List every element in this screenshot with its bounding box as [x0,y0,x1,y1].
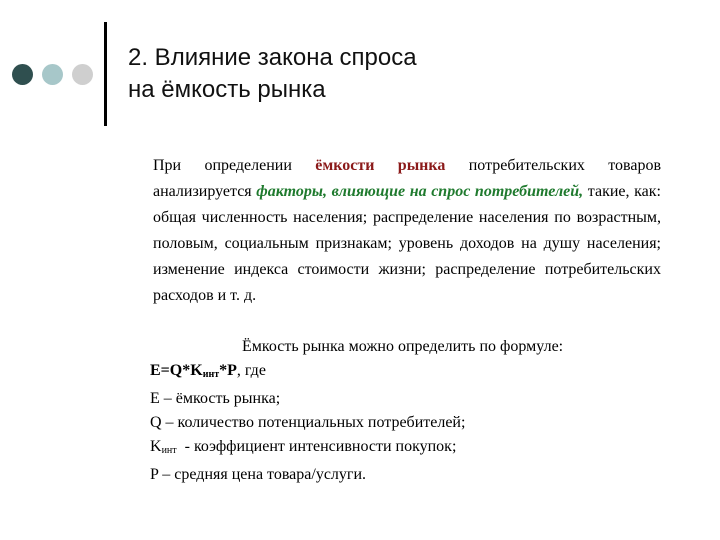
definition-k [150,435,662,463]
formula-subscript: инт [202,369,220,380]
para-text-3: такие, как: общая численность населения; распределение населения по возрастным, половым, социальным признакам; уровень доходов на душу населения; изменение индекса стоимости жизни; распределение потребительских расходов и т. д. [153,183,661,304]
k-symbol: K [150,438,162,455]
dot-gray [72,64,93,85]
k-subscript: инт [161,445,177,456]
dot-dark [12,64,33,85]
slide-title [128,42,417,106]
definition-q: Q – количество потенциальных потребителей; [150,414,466,431]
formula-line [150,359,662,387]
market-capacity-term: ёмкости рынка [315,157,446,174]
market-capacity-paragraph [153,153,661,309]
formula-main-1: E=Q*K [150,362,203,379]
k-definition: - коэффициент интенсивности покупок; [176,438,457,455]
definition-p: P – средняя цена товара/услуги. [150,466,367,483]
para-text-2: потребительских товаров анализируется [153,157,662,200]
demand-factors-term: факторы, влияющие на спрос потребителей, [256,183,584,200]
title-divider [104,22,107,126]
formula-intro: Ёмкость рынка можно определить по формуле: [242,338,564,355]
definition-e: E – ёмкость рынка; [150,390,281,407]
title-line-1: 2. Влияние закона спроса [128,44,417,71]
formula-main-2: *P [219,362,237,379]
dot-teal [42,64,63,85]
para-text-1: При определении [153,157,316,174]
formula-block [150,335,662,487]
title-line-2: на ёмкость рынка [128,76,326,103]
formula-tail: , где [236,362,266,379]
